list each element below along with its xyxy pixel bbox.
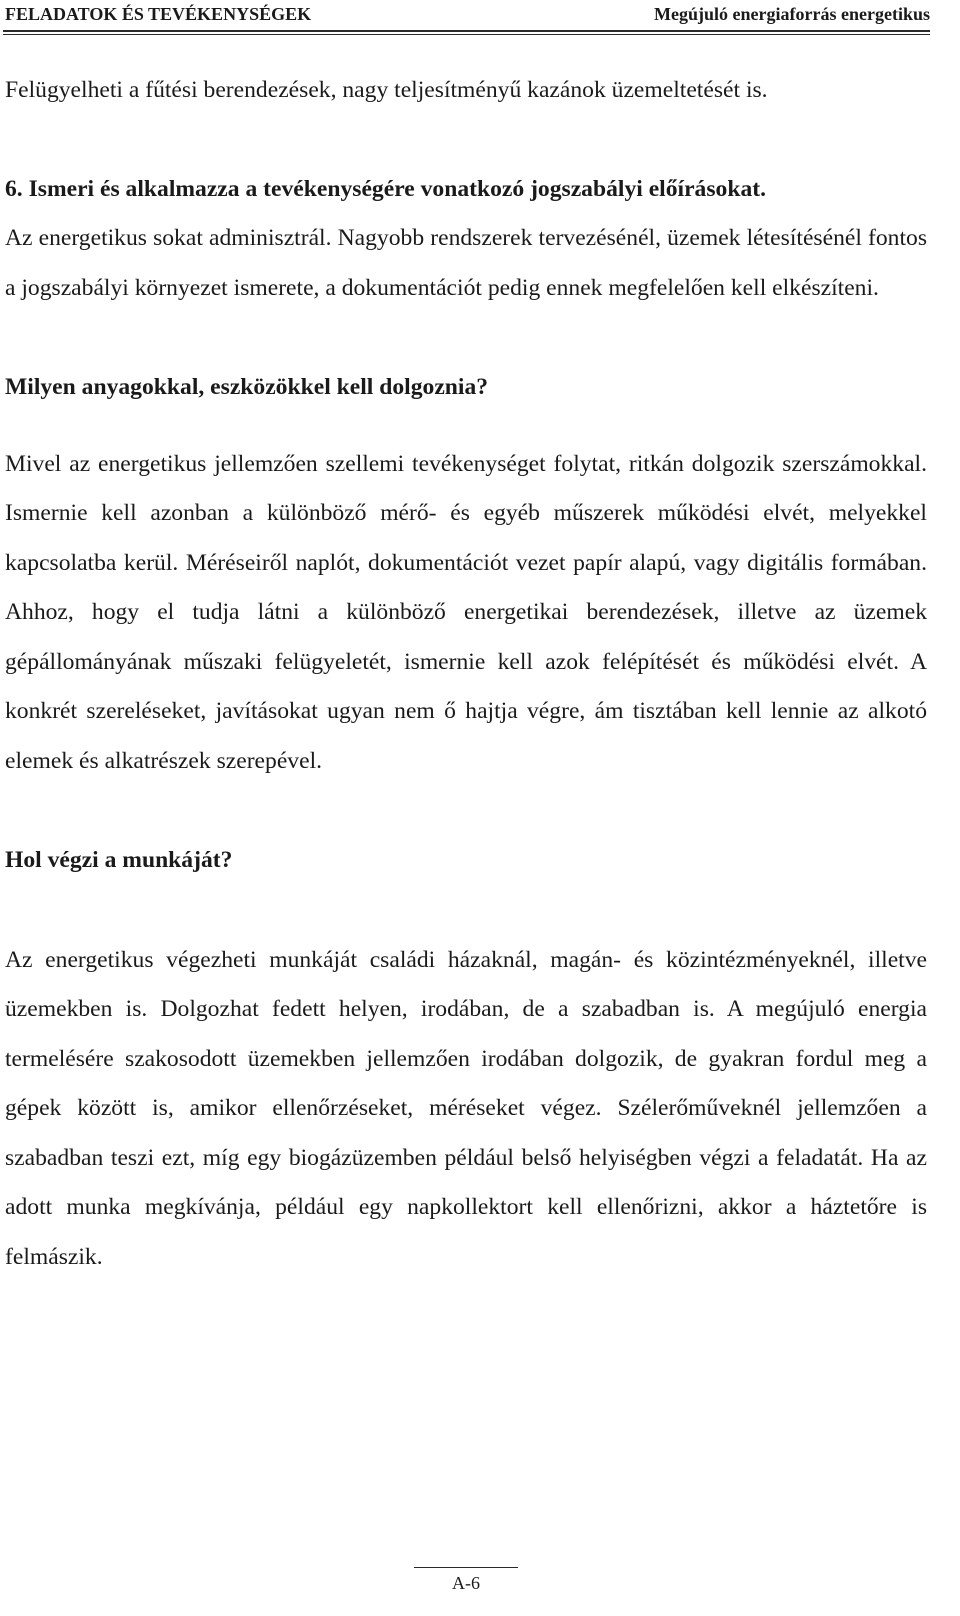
paragraph-heating-supervision: Felügyelheti a fűtési berendezések, nagy teljesítményű kazánok üzemeltetését is. [5, 77, 768, 103]
page-body [5, 66, 927, 1282]
item-6-text: Az energetikus sokat adminisztrál. Nagyobb rendszerek tervezésénél, üzemek létesítésénél fontos a jogszabályi környezet ismerete, a dokumentációt pedig ennek megfelelően kell elkészíteni. [5, 225, 927, 301]
header-document-title: Megújuló energiaforrás energetikus [654, 4, 930, 24]
header-rule-thick [3, 30, 930, 32]
footer-rule [414, 1567, 518, 1568]
spacer [5, 413, 927, 440]
spacer [5, 116, 927, 165]
spacer [5, 886, 927, 936]
section-text-materials: Mivel az energetikus jellemzően szellemi tevékenységet folytat, ritkán dolgozik szerszámokkal. Ismernie kell azonban a különböző mérő- és egyéb műszerek működési elvét, melyekkel kapcsolatba kerül. Méréseiről naplót, dokumentációt vezet papír alapú, vagy digitális formában. Ahhoz, hogy el tudja látni a különböző energetikai berendezések, illetve az üzemek gépállományának műszaki felügyeletét, ismernie kell azok felépítését és működési elvét. A konkrét szereléseket, javításokat ugyan nem ő hajtja végre, ám tisztában kell lennie az alkotó elemek és alkatrészek szerepével. [5, 450, 927, 774]
section-text-workplace: Az energetikus végezheti munkáját családi házaknál, magán- és közintézményeknél, illetve üzemekben is. Dolgozhat fedett helyen, irodában, de a szabadban is. A megújuló energia termelésére szakosodott üzemekben jellemzően irodában dolgozik, de gyakran fordul meg a gépek között is, amikor ellenőrzéseket, méréseket végez. Szélerőműveknél jellemzően a szabadban teszi ezt, míg egy biogázüzemben például belső helyiségben végzi a feladatát. Ha az adott munka megkívánja, például egy napkollektort kell ellenőrizni, akkor a háztetőre is felmászik. [5, 946, 927, 1270]
spacer [5, 313, 927, 363]
spacer [5, 786, 927, 836]
page-number: A-6 [452, 1573, 480, 1593]
section-heading-materials: Milyen anyagokkal, eszközökkel kell dolgoznia? [5, 374, 489, 400]
section-heading-workplace: Hol végzi a munkáját? [5, 847, 233, 873]
running-header [0, 0, 930, 30]
header-rule-thin [3, 34, 930, 35]
header-section-title: FELADATOK ÉS TEVÉKENYSÉGEK [5, 4, 312, 24]
item-6-heading: 6. Ismeri és alkalmazza a tevékenységére vonatkozó jogszabályi előírásokat. [5, 175, 767, 202]
